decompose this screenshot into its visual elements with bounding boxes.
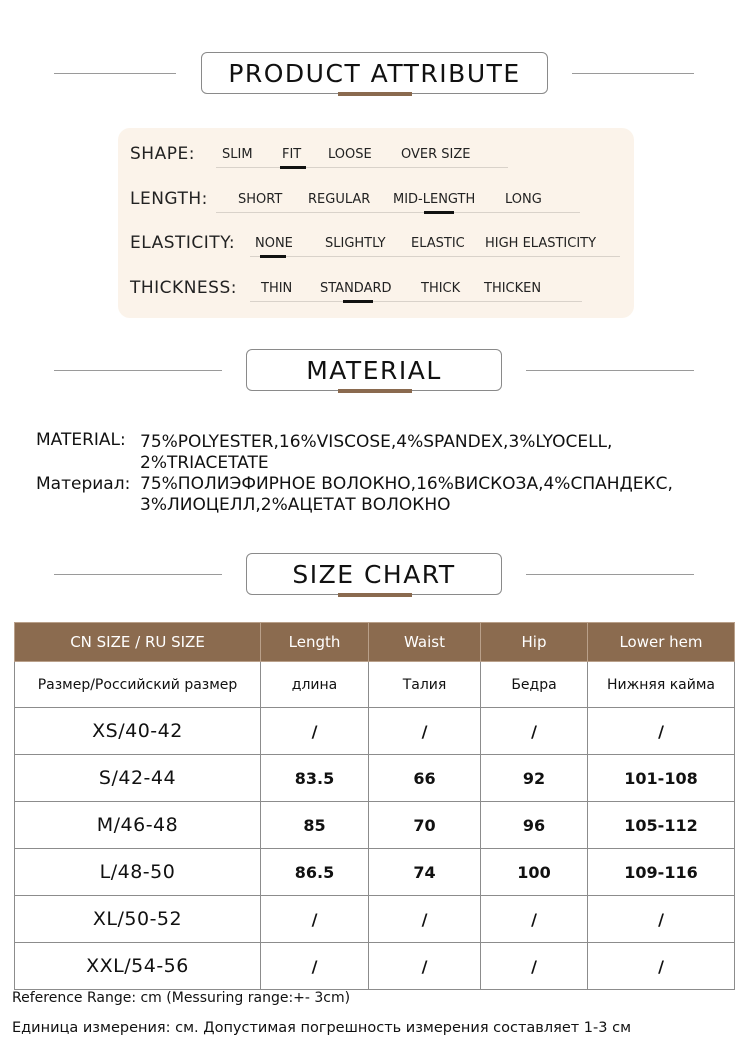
- divider-left: [54, 73, 176, 74]
- table-row: [15, 755, 735, 802]
- attribute-label: SHAPE:: [130, 144, 195, 164]
- table-cell: /: [369, 896, 481, 943]
- table-cell: 70: [369, 802, 481, 849]
- column-header: Waist: [369, 623, 481, 662]
- table-cell: /: [261, 708, 369, 755]
- size-chart-table: [14, 622, 735, 990]
- table-cell: /: [588, 896, 735, 943]
- attribute-label: ELASTICITY:: [130, 233, 236, 253]
- attribute-option: THICKEN: [484, 281, 542, 296]
- material-value-ru: 75%ПОЛИЭФИРНОЕ ВОЛОКНО,16%ВИСКОЗА,4%СПАНДЕКС, 3%ЛИОЦЕЛЛ,2%АЦЕТАТ ВОЛОКНО: [140, 474, 673, 515]
- attribute-option-selected: FIT: [282, 147, 302, 162]
- attribute-option: THIN: [261, 281, 293, 296]
- table-cell: L/48-50: [15, 849, 261, 896]
- table-subheader-row: [15, 662, 735, 708]
- reference-range-note: Reference Range: cm (Messuring range:+- 3cm): [12, 990, 351, 1006]
- table-cell: /: [369, 943, 481, 990]
- title-accent: [338, 92, 412, 96]
- attribute-label: THICKNESS:: [130, 278, 237, 298]
- table-cell: 105-112: [588, 802, 735, 849]
- table-cell: M/46-48: [15, 802, 261, 849]
- table-row: [15, 943, 735, 990]
- section-title: MATERIAL: [246, 349, 502, 391]
- selected-marker: [343, 300, 373, 303]
- column-header-ru: длина: [261, 662, 369, 708]
- attribute-label: LENGTH:: [130, 189, 208, 209]
- material-label-ru: Материал:: [36, 474, 131, 494]
- title-accent: [338, 593, 412, 597]
- table-cell: XL/50-52: [15, 896, 261, 943]
- table-cell: 109-116: [588, 849, 735, 896]
- attribute-option: REGULAR: [308, 192, 371, 207]
- attribute-row-elasticity: [130, 227, 630, 257]
- attribute-row-thickness: [130, 272, 620, 302]
- section-title: SIZE CHART: [246, 553, 502, 595]
- column-header-ru: Размер/Российский размер: [15, 662, 261, 708]
- column-header: Lower hem: [588, 623, 735, 662]
- attribute-option-selected: MID-LENGTH: [393, 192, 476, 207]
- selected-marker: [260, 255, 286, 258]
- material-value-en: 75%POLYESTER,16%VISCOSE,4%SPANDEX,3%LYOCELL, 2%TRIACETATE: [140, 432, 613, 473]
- attribute-option: THICK: [421, 281, 461, 296]
- attribute-option: SLIGHTLY: [325, 236, 386, 251]
- table-header-row: [15, 623, 735, 662]
- table-cell: /: [588, 943, 735, 990]
- attribute-underline: [216, 212, 580, 213]
- attribute-option: ELASTIC: [411, 236, 465, 251]
- attribute-option: HIGH ELASTICITY: [485, 236, 597, 251]
- table-cell: 66: [369, 755, 481, 802]
- table-cell: /: [369, 708, 481, 755]
- table-cell: /: [588, 708, 735, 755]
- table-cell: /: [261, 896, 369, 943]
- attribute-option-selected: STANDARD: [320, 281, 392, 296]
- table-cell: 101-108: [588, 755, 735, 802]
- column-header: CN SIZE / RU SIZE: [15, 623, 261, 662]
- column-header-ru: Талия: [369, 662, 481, 708]
- table-cell: 86.5: [261, 849, 369, 896]
- section-title: PRODUCT ATTRIBUTE: [201, 52, 548, 94]
- table-cell: 83.5: [261, 755, 369, 802]
- measurement-note-ru: Единица измерения: см. Допустимая погрешность измерения составляет 1-3 см: [12, 1020, 632, 1036]
- table-cell: 92: [481, 755, 588, 802]
- material-header: [0, 349, 750, 399]
- product-attribute-header: [0, 52, 750, 102]
- attribute-option: LONG: [505, 192, 542, 207]
- divider-left: [54, 370, 222, 371]
- divider-right: [526, 370, 694, 371]
- table-cell: /: [481, 708, 588, 755]
- selected-marker: [424, 211, 454, 214]
- column-header-ru: Бедра: [481, 662, 588, 708]
- attribute-option: OVER SIZE: [401, 147, 471, 162]
- attribute-option: LOOSE: [328, 147, 372, 162]
- table-cell: /: [481, 943, 588, 990]
- attribute-underline: [250, 301, 582, 302]
- table-row: [15, 849, 735, 896]
- column-header: Hip: [481, 623, 588, 662]
- divider-right: [572, 73, 694, 74]
- size-chart-header: [0, 553, 750, 603]
- attribute-option-selected: NONE: [255, 236, 293, 251]
- table-row: [15, 708, 735, 755]
- selected-marker: [280, 166, 306, 169]
- material-label-en: MATERIAL:: [36, 430, 126, 450]
- product-attribute-card: [118, 128, 634, 318]
- divider-left: [54, 574, 222, 575]
- column-header: Length: [261, 623, 369, 662]
- table-cell: S/42-44: [15, 755, 261, 802]
- table-cell: /: [261, 943, 369, 990]
- column-header-ru: Нижняя кайма: [588, 662, 735, 708]
- table-row: [15, 896, 735, 943]
- attribute-row-length: [130, 183, 620, 213]
- attribute-underline: [250, 256, 620, 257]
- table-cell: XS/40-42: [15, 708, 261, 755]
- table-cell: /: [481, 896, 588, 943]
- attribute-underline: [216, 167, 508, 168]
- table-cell: 74: [369, 849, 481, 896]
- attribute-option: SLIM: [222, 147, 253, 162]
- table-cell: 100: [481, 849, 588, 896]
- attribute-row-shape: [130, 138, 620, 168]
- table-cell: XXL/54-56: [15, 943, 261, 990]
- attribute-option: SHORT: [238, 192, 283, 207]
- table-cell: 85: [261, 802, 369, 849]
- title-accent: [338, 389, 412, 393]
- table-row: [15, 802, 735, 849]
- table-cell: 96: [481, 802, 588, 849]
- divider-right: [526, 574, 694, 575]
